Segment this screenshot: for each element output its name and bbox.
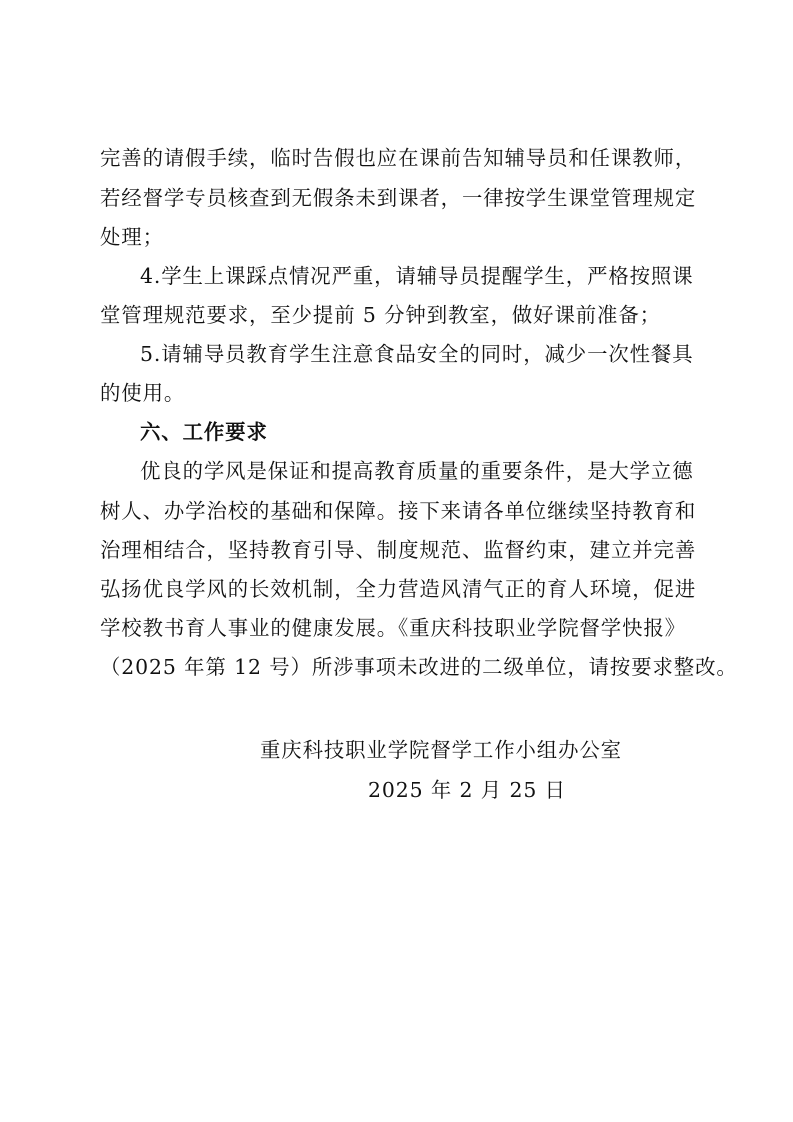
paragraph-line: 完善的请假手续，临时告假也应在课前告知辅导员和任课教师， xyxy=(100,146,697,170)
signature-office: 重庆科技职业学院督学工作小组办公室 xyxy=(260,738,622,762)
paragraph-line: 优良的学风是保证和提高教育质量的重要条件，是大学立德 xyxy=(140,459,694,483)
paragraph-line: 治理相结合，坚持教育引导、制度规范、监督约束，建立并完善 xyxy=(100,538,697,562)
list-item-4-line: 4.学生上课踩点情况严重，请辅导员提醒学生，严格按照课 xyxy=(140,264,694,288)
list-item-5-line: 的使用。 xyxy=(100,381,186,405)
paragraph-line: 树人、办学治校的基础和保障。接下来请各单位继续坚持教育和 xyxy=(100,499,697,523)
section-heading: 六、工作要求 xyxy=(140,420,268,444)
paragraph-line: 若经督学专员核查到无假条未到课者，一律按学生课堂管理规定 xyxy=(100,186,697,210)
list-item-5-line: 5.请辅导员教育学生注意食品安全的同时，减少一次性餐具 xyxy=(140,342,694,366)
paragraph-line: 弘扬优良学风的长效机制，全力营造风清气正的育人环境，促进 xyxy=(100,577,697,601)
paragraph-line: （2025 年第 12 号）所涉事项未改进的二级单位，请按要求整改。 xyxy=(100,655,738,679)
list-item-4-line: 堂管理规范要求，至少提前 5 分钟到教室，做好课前准备； xyxy=(100,303,661,327)
paragraph-line: 处理； xyxy=(100,225,164,249)
paragraph-line: 学校教书育人事业的健康发展。《重庆科技职业学院督学快报》 xyxy=(100,616,686,640)
signature-date: 2025 年 2 月 25 日 xyxy=(368,778,566,802)
